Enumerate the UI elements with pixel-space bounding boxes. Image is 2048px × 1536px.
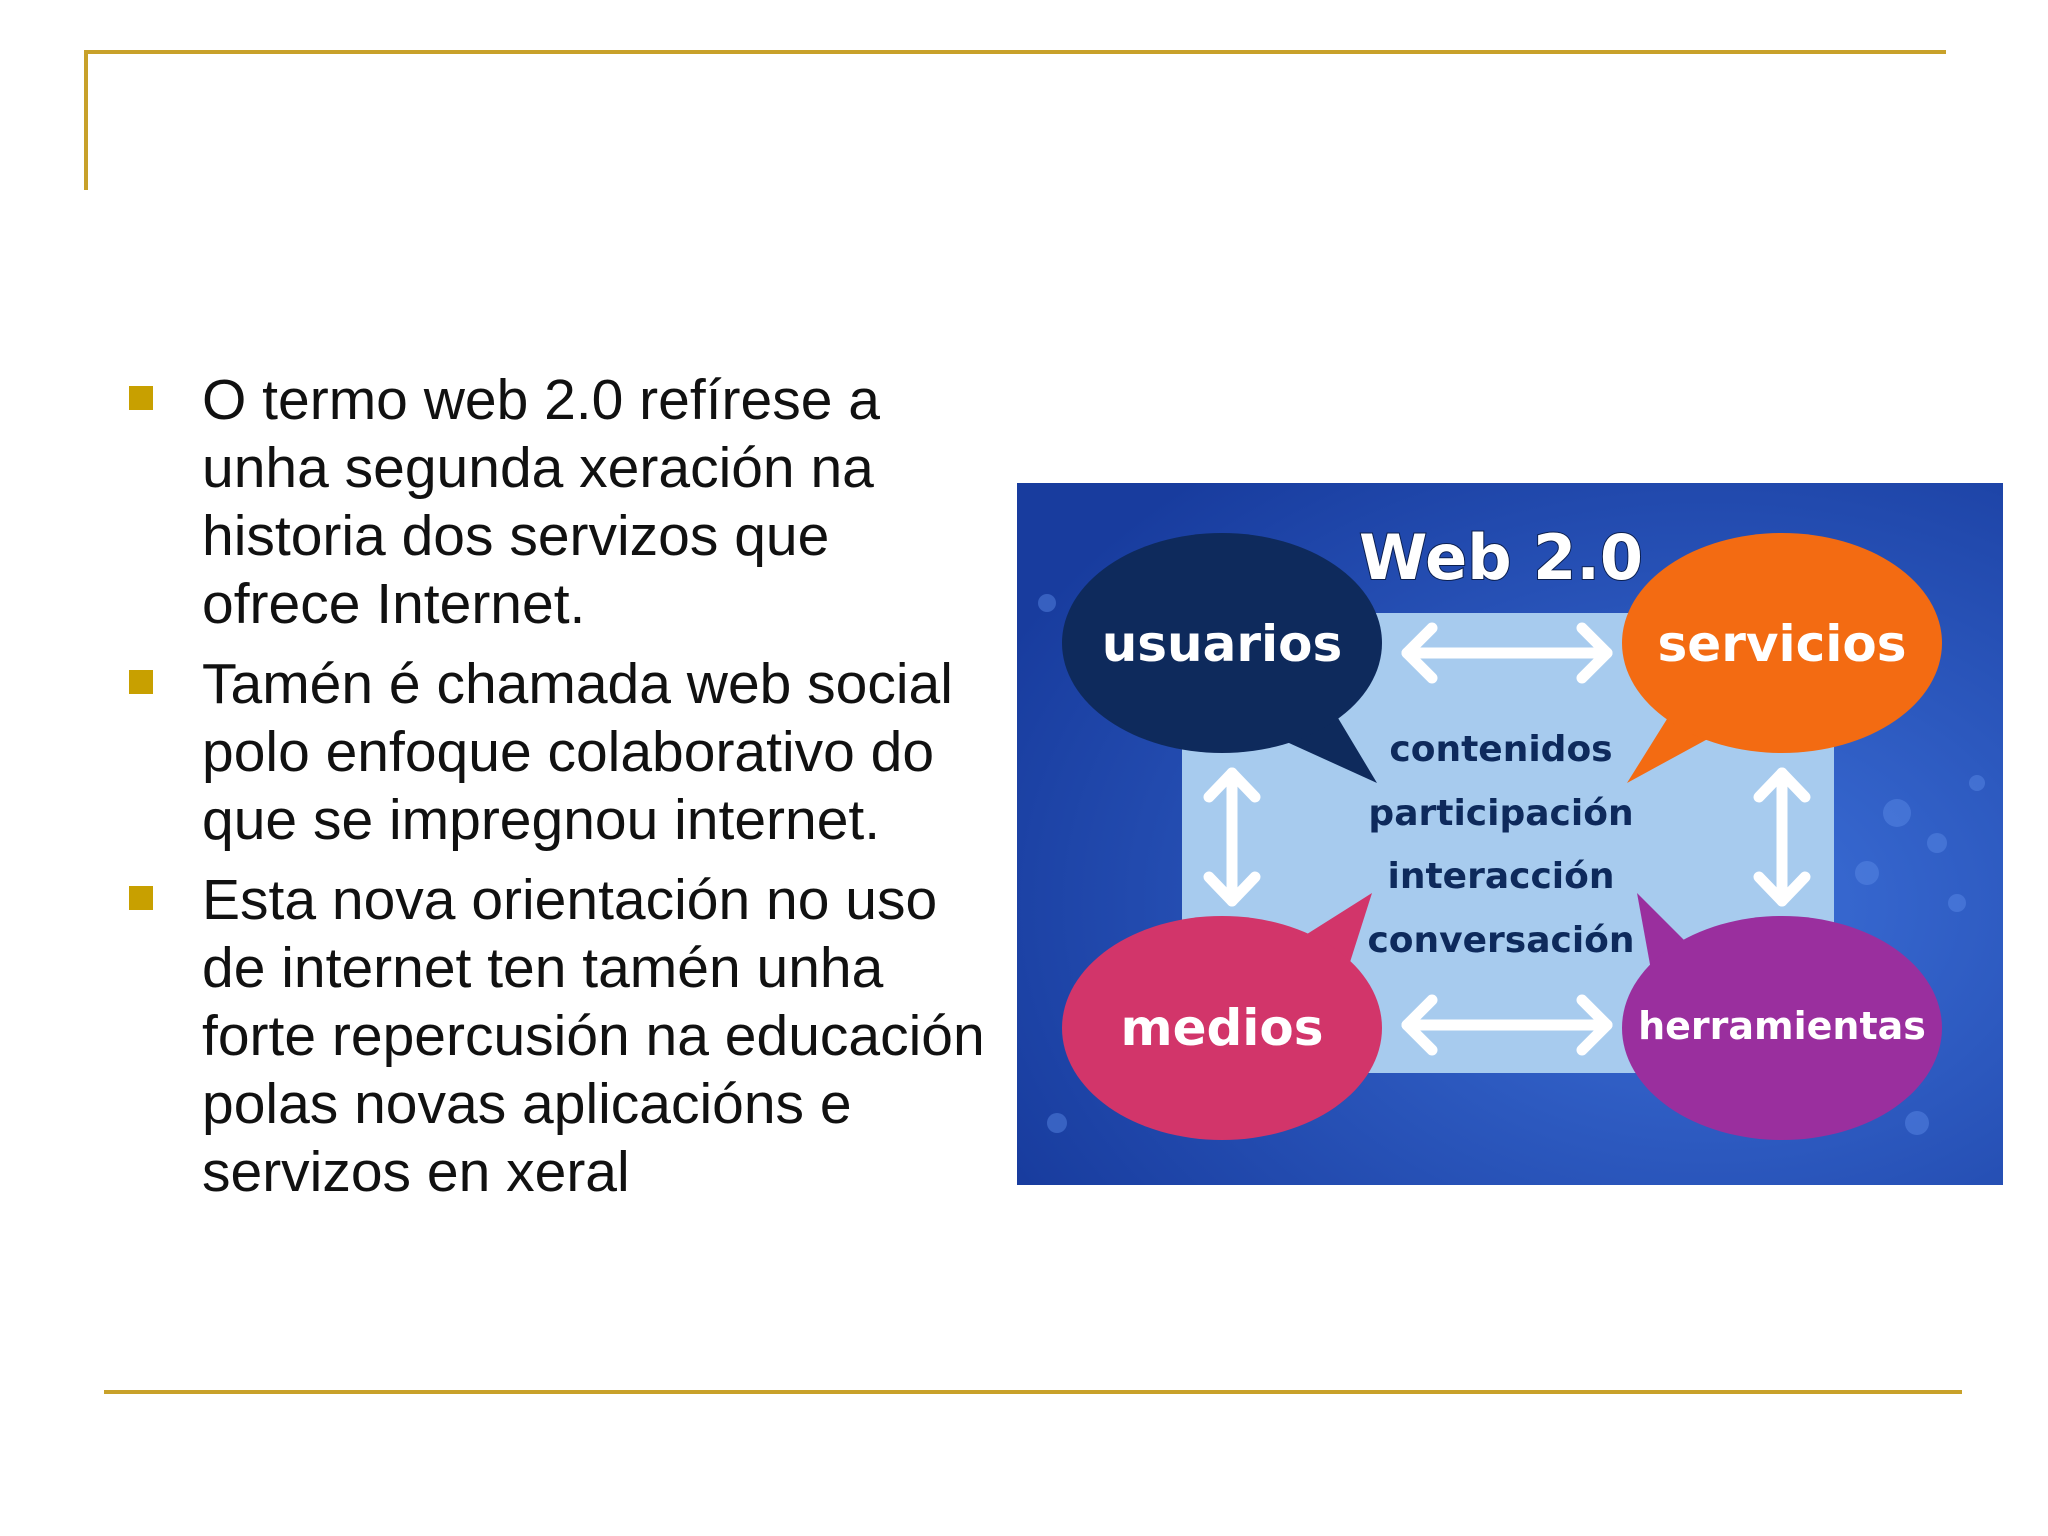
users-label: usuarios xyxy=(1101,615,1343,673)
square-bullet-icon xyxy=(129,386,153,410)
services-label: servicios xyxy=(1657,615,1907,673)
square-bullet-icon xyxy=(129,670,153,694)
bullet-text: Esta nova orientación no uso de internet ten tamén unha forte repercusión na educación polas novas aplicacións e servizos en xeral xyxy=(202,868,985,1204)
web20-diagram xyxy=(1017,483,2003,1185)
left-rule xyxy=(84,50,88,190)
bullet-text: Tamén é chamada web social polo enfoque colaborativo do que se impregnou internet. xyxy=(202,652,953,852)
center-term: conversación xyxy=(1367,920,1635,961)
diagram-title: Web 2.0 xyxy=(1358,521,1644,594)
bullet-item xyxy=(120,866,1000,1206)
square-bullet-icon xyxy=(129,886,153,910)
bullet-text: O termo web 2.0 refírese a unha segunda xeración na historia dos servizos que ofrece Internet. xyxy=(202,368,880,636)
bottom-rule xyxy=(104,1390,1962,1394)
center-term: interacción xyxy=(1387,856,1615,897)
top-rule xyxy=(84,50,1946,54)
center-term: participación xyxy=(1368,793,1634,834)
center-term: contenidos xyxy=(1389,729,1613,770)
bullet-list xyxy=(120,366,1000,1218)
media-label: medios xyxy=(1120,999,1324,1057)
bullet-item xyxy=(120,650,1000,854)
bullet-item xyxy=(120,366,1000,638)
tools-label: herramientas xyxy=(1638,1004,1926,1048)
